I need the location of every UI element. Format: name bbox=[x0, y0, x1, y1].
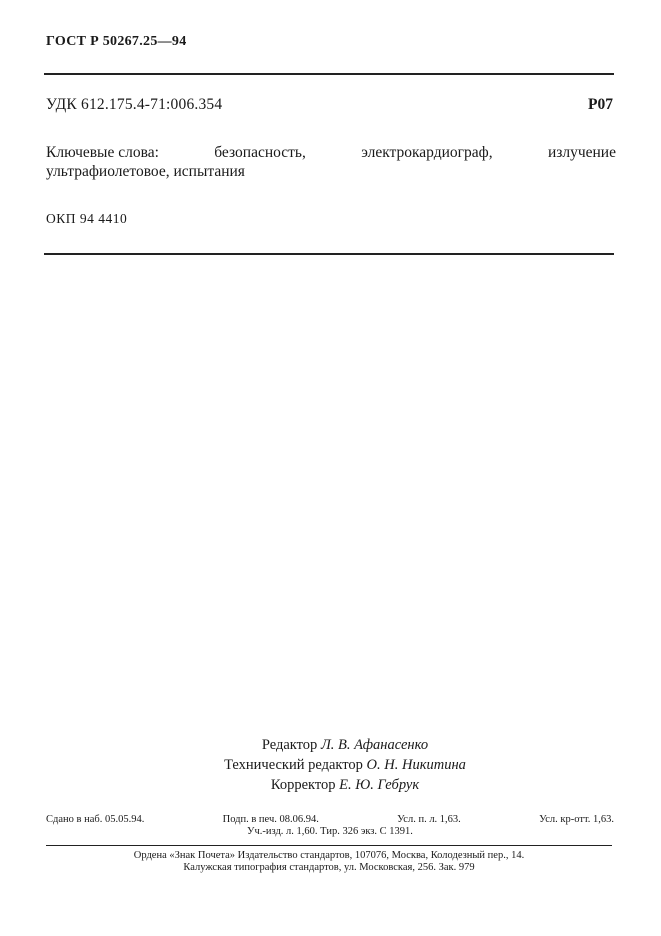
credit-name: Е. Ю. Гебрук bbox=[339, 777, 420, 793]
keyword: излучение bbox=[547, 144, 616, 161]
udc-classification: УДК 612.175.4-71:006.354 bbox=[46, 96, 223, 113]
print-info-line-2: Уч.-изд. л. 1,60. Тир. 326 экз. С 1391. bbox=[247, 826, 413, 837]
top-divider bbox=[44, 73, 614, 75]
keywords-line-2: ультрафиолетовое, испытания bbox=[46, 163, 245, 180]
keywords-line-1 bbox=[46, 143, 616, 162]
print-info-item: Сдано в наб. 05.05.94. bbox=[46, 814, 145, 825]
credit-role: Редактор bbox=[261, 737, 318, 753]
credit-proofreader bbox=[185, 775, 505, 795]
printer-line: Калужская типография стандартов, ул. Московская, 256. Зак. 979 bbox=[183, 862, 475, 873]
keyword: безопасность, bbox=[214, 144, 306, 161]
bottom-divider bbox=[46, 845, 612, 846]
print-info-item: Усл. п. л. 1,63. bbox=[397, 814, 461, 825]
print-info-item: Усл. кр-отт. 1,63. bbox=[539, 814, 614, 825]
credit-role: Технический редактор bbox=[224, 757, 363, 773]
credit-name: Л. В. Афанасенко bbox=[320, 737, 429, 753]
print-info-item: Подп. в печ. 08.06.94. bbox=[222, 814, 319, 825]
keywords-label: Ключевые слова: bbox=[46, 144, 159, 161]
publisher-line: Ордена «Знак Почета» Издательство стандартов, 107076, Москва, Колодезный пер., 14. bbox=[133, 850, 525, 861]
credit-editor bbox=[185, 735, 505, 755]
document-code: ГОСТ Р 50267.25—94 bbox=[46, 34, 187, 49]
credit-tech-editor bbox=[185, 755, 505, 775]
credit-role: Корректор bbox=[270, 777, 336, 793]
credit-name: О. Н. Никитина bbox=[366, 757, 466, 773]
keyword: электрокардиограф, bbox=[361, 144, 493, 161]
print-info-line-1 bbox=[46, 814, 614, 825]
mid-divider bbox=[44, 253, 614, 255]
keywords-block bbox=[46, 143, 616, 181]
group-code: Р07 bbox=[588, 96, 613, 113]
credits-block bbox=[185, 735, 505, 795]
okp-code: ОКП 94 4410 bbox=[46, 211, 128, 226]
